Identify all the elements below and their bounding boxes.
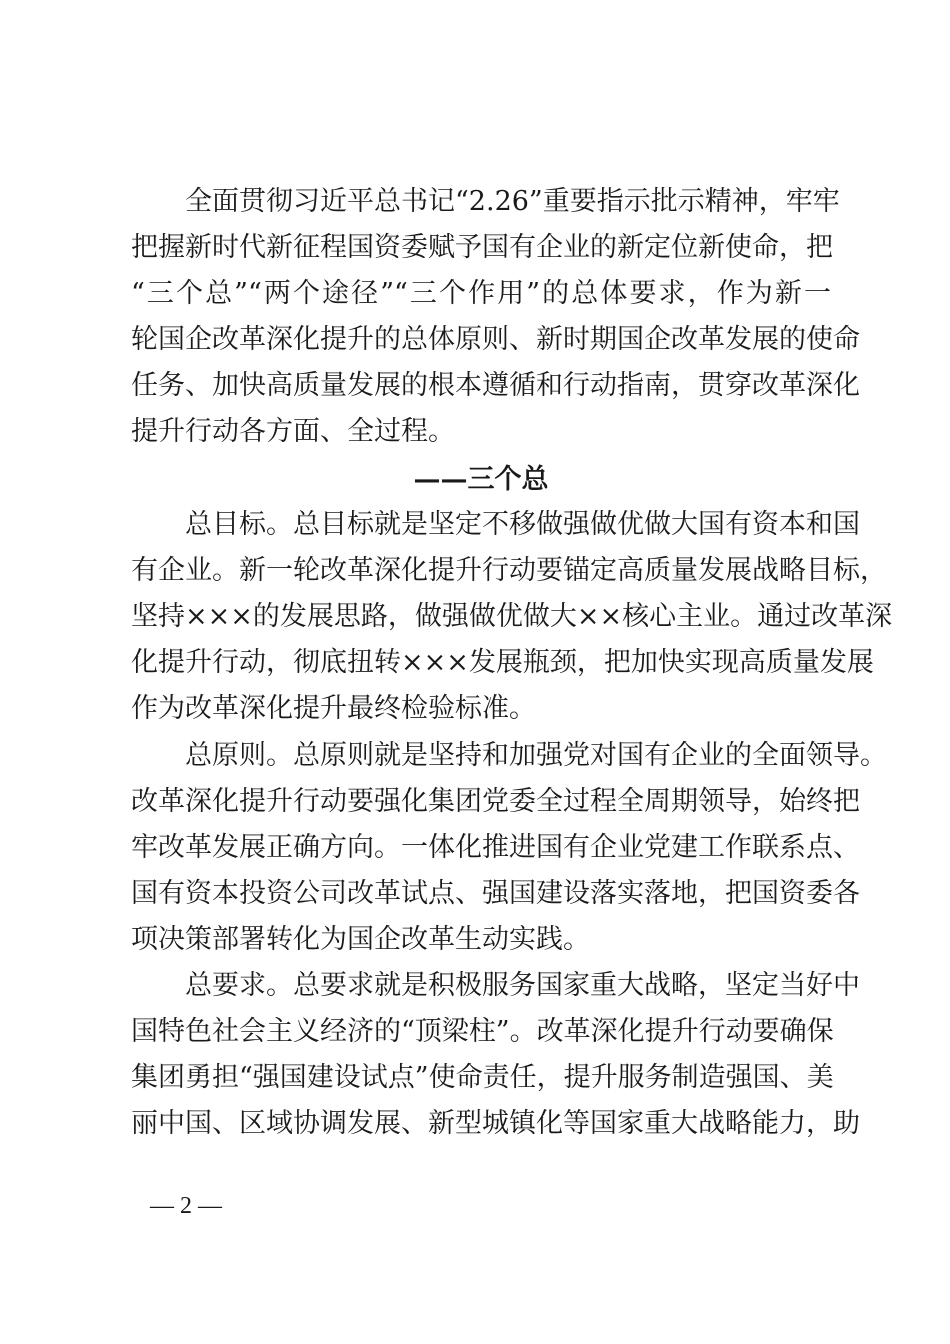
principle-line-3: 牢改革发展正确方向。一体化推进国有企业党建工作联系点、 bbox=[131, 832, 860, 863]
intro-line-2: 把握新时代新征程国资委赋予国有企业的新定位新使命，把 bbox=[131, 232, 833, 263]
intro-line-6: 提升行动各方面、全过程。 bbox=[131, 416, 455, 447]
requirement-line-4: 丽中国、区域协调发展、新型城镇化等国家重大战略能力，助 bbox=[131, 1108, 860, 1139]
section-heading: ——三个总 bbox=[413, 464, 549, 495]
principle-line-2: 改革深化提升行动要强化集团党委全过程全周期领导，始终把 bbox=[131, 786, 860, 817]
intro-line-3: “三个总”“两个途径”“三个作用”的总体要求，作为新一 bbox=[131, 278, 831, 309]
requirement-line-2: 国特色社会主义经济的“顶梁柱”。改革深化提升行动要确保 bbox=[131, 1016, 834, 1047]
requirement-line-1: 总要求。总要求就是积极服务国家重大战略，坚定当好中 bbox=[185, 970, 860, 1001]
goal-line-5: 作为改革深化提升最终检验标准。 bbox=[131, 693, 536, 724]
goal-line-2: 有企业。新一轮改革深化提升行动要锚定高质量发展战略目标， bbox=[131, 555, 887, 586]
goal-line-1: 总目标。总目标就是坚定不移做强做优做大国有资本和国 bbox=[185, 509, 860, 540]
intro-line-1: 全面贯彻习近平总书记“2.26”重要指示批示精神，牢牢 bbox=[185, 186, 840, 217]
intro-line-4: 轮国企改革深化提升的总体原则、新时期国企改革发展的使命 bbox=[131, 324, 860, 355]
principle-line-5: 项决策部署转化为国企改革生动实践。 bbox=[131, 924, 590, 955]
principle-line-4: 国有资本投资公司改革试点、强国建设落实落地，把国资委各 bbox=[131, 878, 860, 909]
goal-line-3: 坚持×××的发展思路，做强做优做大××核心主业。通过改革深 bbox=[131, 601, 893, 632]
intro-line-5: 任务、加快高质量发展的根本遵循和行动指南，贯穿改革深化 bbox=[131, 370, 860, 401]
requirement-line-3: 集团勇担“强国建设试点”使命责任，提升服务制造强国、美 bbox=[131, 1062, 834, 1093]
goal-line-4: 化提升行动，彻底扭转×××发展瓶颈，把加快实现高质量发展 bbox=[131, 647, 874, 678]
principle-line-1: 总原则。总原则就是坚持和加强党对国有企业的全面领导。 bbox=[185, 740, 887, 771]
page-number: — 2 — bbox=[150, 1193, 222, 1219]
